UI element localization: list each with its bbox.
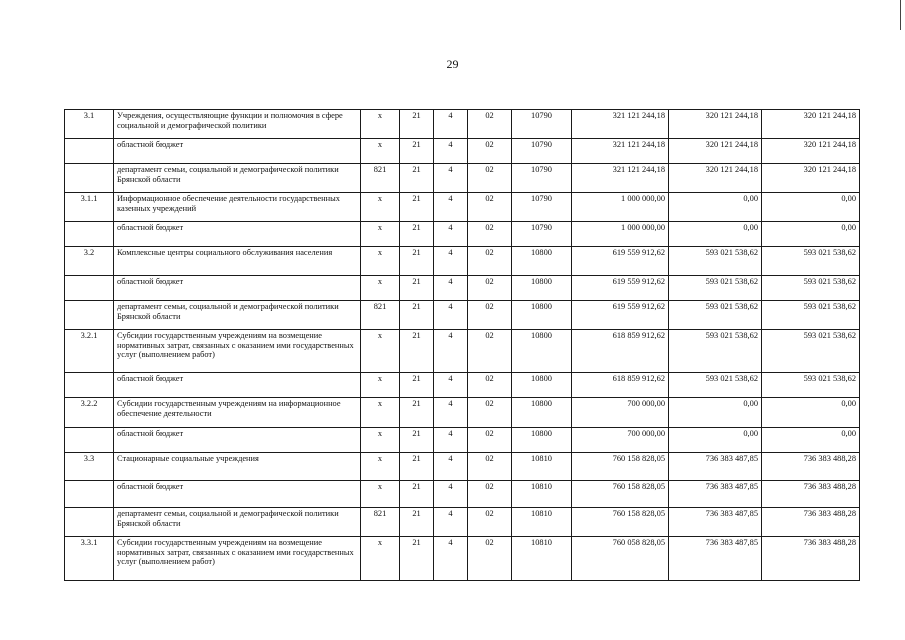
row-number-cell xyxy=(65,373,114,398)
direction-code-cell: 10790 xyxy=(512,139,572,164)
amount-year3-cell: 593 021 538,62 xyxy=(762,301,860,330)
admin-code-cell: х xyxy=(361,276,400,301)
row-number-cell xyxy=(65,276,114,301)
subsection-code-cell: 4 xyxy=(434,247,468,276)
amount-year1-cell: 760 158 828,05 xyxy=(572,453,669,481)
amount-year1-cell: 619 559 912,62 xyxy=(572,301,669,330)
direction-code-cell: 10810 xyxy=(512,481,572,508)
program-code-cell: 02 xyxy=(468,110,512,139)
admin-code-cell: х xyxy=(361,110,400,139)
row-number-cell: 3.2.1 xyxy=(65,330,114,373)
program-code-cell: 02 xyxy=(468,453,512,481)
table-row xyxy=(65,428,860,453)
amount-year2-cell: 736 383 487,85 xyxy=(669,537,762,581)
amount-year2-cell: 0,00 xyxy=(669,222,762,247)
amount-year3-cell: 593 021 538,62 xyxy=(762,330,860,373)
section-code-cell: 21 xyxy=(400,428,434,453)
direction-code-cell: 10790 xyxy=(512,164,572,193)
amount-year3-cell: 593 021 538,62 xyxy=(762,373,860,398)
amount-year1-cell: 321 121 244,18 xyxy=(572,110,669,139)
amount-year1-cell: 321 121 244,18 xyxy=(572,139,669,164)
program-code-cell: 02 xyxy=(468,428,512,453)
row-name-cell: департамент семьи, социальной и демографической политики Брянской области xyxy=(114,164,361,193)
section-code-cell: 21 xyxy=(400,164,434,193)
section-code-cell: 21 xyxy=(400,508,434,537)
amount-year3-cell: 736 383 488,28 xyxy=(762,537,860,581)
section-code-cell: 21 xyxy=(400,222,434,247)
subsection-code-cell: 4 xyxy=(434,193,468,222)
table-row xyxy=(65,373,860,398)
amount-year3-cell: 736 383 488,28 xyxy=(762,453,860,481)
row-name-cell: областной бюджет xyxy=(114,373,361,398)
table-row xyxy=(65,398,860,428)
amount-year1-cell: 700 000,00 xyxy=(572,398,669,428)
admin-code-cell: х xyxy=(361,330,400,373)
direction-code-cell: 10800 xyxy=(512,428,572,453)
section-code-cell: 21 xyxy=(400,398,434,428)
table-row xyxy=(65,481,860,508)
subsection-code-cell: 4 xyxy=(434,537,468,581)
row-name-cell: департамент семьи, социальной и демографической политики Брянской области xyxy=(114,508,361,537)
admin-code-cell: х xyxy=(361,453,400,481)
amount-year1-cell: 618 859 912,62 xyxy=(572,373,669,398)
amount-year1-cell: 321 121 244,18 xyxy=(572,164,669,193)
direction-code-cell: 10800 xyxy=(512,330,572,373)
amount-year2-cell: 736 383 487,85 xyxy=(669,453,762,481)
amount-year3-cell: 736 383 488,28 xyxy=(762,481,860,508)
program-code-cell: 02 xyxy=(468,301,512,330)
section-code-cell: 21 xyxy=(400,481,434,508)
amount-year1-cell: 760 158 828,05 xyxy=(572,508,669,537)
direction-code-cell: 10810 xyxy=(512,453,572,481)
direction-code-cell: 10800 xyxy=(512,301,572,330)
direction-code-cell: 10810 xyxy=(512,508,572,537)
row-number-cell xyxy=(65,164,114,193)
amount-year1-cell: 618 859 912,62 xyxy=(572,330,669,373)
table-row xyxy=(65,164,860,193)
direction-code-cell: 10800 xyxy=(512,373,572,398)
amount-year1-cell: 760 058 828,05 xyxy=(572,537,669,581)
table-row xyxy=(65,537,860,581)
subsection-code-cell: 4 xyxy=(434,276,468,301)
section-code-cell: 21 xyxy=(400,537,434,581)
subsection-code-cell: 4 xyxy=(434,164,468,193)
program-code-cell: 02 xyxy=(468,247,512,276)
amount-year2-cell: 593 021 538,62 xyxy=(669,247,762,276)
row-name-cell: областной бюджет xyxy=(114,222,361,247)
subsection-code-cell: 4 xyxy=(434,481,468,508)
table-row xyxy=(65,139,860,164)
amount-year3-cell: 0,00 xyxy=(762,428,860,453)
direction-code-cell: 10800 xyxy=(512,398,572,428)
admin-code-cell: х xyxy=(361,481,400,508)
subsection-code-cell: 4 xyxy=(434,139,468,164)
admin-code-cell: 821 xyxy=(361,508,400,537)
amount-year1-cell: 1 000 000,00 xyxy=(572,222,669,247)
amount-year3-cell: 593 021 538,62 xyxy=(762,247,860,276)
section-code-cell: 21 xyxy=(400,330,434,373)
amount-year3-cell: 320 121 244,18 xyxy=(762,110,860,139)
table-row xyxy=(65,222,860,247)
row-name-cell: областной бюджет xyxy=(114,139,361,164)
section-code-cell: 21 xyxy=(400,373,434,398)
row-number-cell: 3.3 xyxy=(65,453,114,481)
amount-year2-cell: 593 021 538,62 xyxy=(669,330,762,373)
budget-table xyxy=(64,109,860,581)
table-row xyxy=(65,301,860,330)
amount-year1-cell: 619 559 912,62 xyxy=(572,247,669,276)
row-name-cell: Учреждения, осуществляющие функции и полномочия в сфере социальной и демографической политики xyxy=(114,110,361,139)
amount-year2-cell: 593 021 538,62 xyxy=(669,276,762,301)
subsection-code-cell: 4 xyxy=(434,222,468,247)
amount-year1-cell: 760 158 828,05 xyxy=(572,481,669,508)
program-code-cell: 02 xyxy=(468,330,512,373)
row-number-cell xyxy=(65,222,114,247)
amount-year3-cell: 0,00 xyxy=(762,222,860,247)
row-name-cell: областной бюджет xyxy=(114,276,361,301)
section-code-cell: 21 xyxy=(400,110,434,139)
row-number-cell: 3.3.1 xyxy=(65,537,114,581)
amount-year3-cell: 0,00 xyxy=(762,193,860,222)
program-code-cell: 02 xyxy=(468,222,512,247)
section-code-cell: 21 xyxy=(400,453,434,481)
section-code-cell: 21 xyxy=(400,276,434,301)
amount-year2-cell: 0,00 xyxy=(669,193,762,222)
subsection-code-cell: 4 xyxy=(434,110,468,139)
row-name-cell: Субсидии государственным учреждениям на информационное обеспечение деятельности xyxy=(114,398,361,428)
row-name-cell: Субсидии государственным учреждениям на возмещение нормативных затрат, связанных с оказанием ими государственных услуг (выполнением работ) xyxy=(114,330,361,373)
row-number-cell xyxy=(65,301,114,330)
row-number-cell: 3.2.2 xyxy=(65,398,114,428)
table-row xyxy=(65,508,860,537)
amount-year2-cell: 320 121 244,18 xyxy=(669,139,762,164)
row-name-cell: Информационное обеспечение деятельности государственных казенных учреждений xyxy=(114,193,361,222)
program-code-cell: 02 xyxy=(468,276,512,301)
program-code-cell: 02 xyxy=(468,373,512,398)
subsection-code-cell: 4 xyxy=(434,508,468,537)
row-number-cell xyxy=(65,508,114,537)
subsection-code-cell: 4 xyxy=(434,373,468,398)
row-name-cell: областной бюджет xyxy=(114,428,361,453)
amount-year2-cell: 736 383 487,85 xyxy=(669,481,762,508)
admin-code-cell: х xyxy=(361,537,400,581)
amount-year1-cell: 619 559 912,62 xyxy=(572,276,669,301)
admin-code-cell: х xyxy=(361,428,400,453)
program-code-cell: 02 xyxy=(468,481,512,508)
admin-code-cell: х xyxy=(361,193,400,222)
amount-year2-cell: 593 021 538,62 xyxy=(669,373,762,398)
table-row xyxy=(65,247,860,276)
admin-code-cell: х xyxy=(361,247,400,276)
table-row xyxy=(65,330,860,373)
subsection-code-cell: 4 xyxy=(434,428,468,453)
row-number-cell: 3.1.1 xyxy=(65,193,114,222)
program-code-cell: 02 xyxy=(468,139,512,164)
admin-code-cell: х xyxy=(361,373,400,398)
amount-year3-cell: 320 121 244,18 xyxy=(762,139,860,164)
program-code-cell: 02 xyxy=(468,537,512,581)
scan-edge-mark xyxy=(900,0,901,30)
subsection-code-cell: 4 xyxy=(434,398,468,428)
budget-table-body xyxy=(65,110,860,581)
section-code-cell: 21 xyxy=(400,193,434,222)
direction-code-cell: 10790 xyxy=(512,222,572,247)
admin-code-cell: 821 xyxy=(361,164,400,193)
amount-year2-cell: 593 021 538,62 xyxy=(669,301,762,330)
amount-year3-cell: 736 383 488,28 xyxy=(762,508,860,537)
table-row xyxy=(65,276,860,301)
direction-code-cell: 10790 xyxy=(512,193,572,222)
table-row xyxy=(65,110,860,139)
row-number-cell xyxy=(65,428,114,453)
table-row xyxy=(65,193,860,222)
subsection-code-cell: 4 xyxy=(434,453,468,481)
row-name-cell: Субсидии государственным учреждениям на возмещение нормативных затрат, связанных с оказанием ими государственных услуг (выполнением работ) xyxy=(114,537,361,581)
section-code-cell: 21 xyxy=(400,247,434,276)
amount-year3-cell: 320 121 244,18 xyxy=(762,164,860,193)
direction-code-cell: 10800 xyxy=(512,247,572,276)
admin-code-cell: х xyxy=(361,398,400,428)
table-row xyxy=(65,453,860,481)
direction-code-cell: 10800 xyxy=(512,276,572,301)
program-code-cell: 02 xyxy=(468,508,512,537)
section-code-cell: 21 xyxy=(400,139,434,164)
direction-code-cell: 10810 xyxy=(512,537,572,581)
subsection-code-cell: 4 xyxy=(434,301,468,330)
amount-year2-cell: 320 121 244,18 xyxy=(669,164,762,193)
amount-year3-cell: 0,00 xyxy=(762,398,860,428)
amount-year2-cell: 320 121 244,18 xyxy=(669,110,762,139)
amount-year2-cell: 0,00 xyxy=(669,428,762,453)
amount-year2-cell: 0,00 xyxy=(669,398,762,428)
row-name-cell: областной бюджет xyxy=(114,481,361,508)
amount-year3-cell: 593 021 538,62 xyxy=(762,276,860,301)
row-number-cell xyxy=(65,139,114,164)
admin-code-cell: 821 xyxy=(361,301,400,330)
row-name-cell: департамент семьи, социальной и демографической политики Брянской области xyxy=(114,301,361,330)
row-name-cell: Комплексные центры социального обслуживания населения xyxy=(114,247,361,276)
direction-code-cell: 10790 xyxy=(512,110,572,139)
amount-year1-cell: 1 000 000,00 xyxy=(572,193,669,222)
program-code-cell: 02 xyxy=(468,164,512,193)
admin-code-cell: х xyxy=(361,222,400,247)
amount-year1-cell: 700 000,00 xyxy=(572,428,669,453)
page-number: 29 xyxy=(446,57,459,71)
row-number-cell: 3.2 xyxy=(65,247,114,276)
row-number-cell xyxy=(65,481,114,508)
subsection-code-cell: 4 xyxy=(434,330,468,373)
amount-year2-cell: 736 383 487,85 xyxy=(669,508,762,537)
program-code-cell: 02 xyxy=(468,193,512,222)
section-code-cell: 21 xyxy=(400,301,434,330)
program-code-cell: 02 xyxy=(468,398,512,428)
row-number-cell: 3.1 xyxy=(65,110,114,139)
admin-code-cell: х xyxy=(361,139,400,164)
row-name-cell: Стационарные социальные учреждения xyxy=(114,453,361,481)
